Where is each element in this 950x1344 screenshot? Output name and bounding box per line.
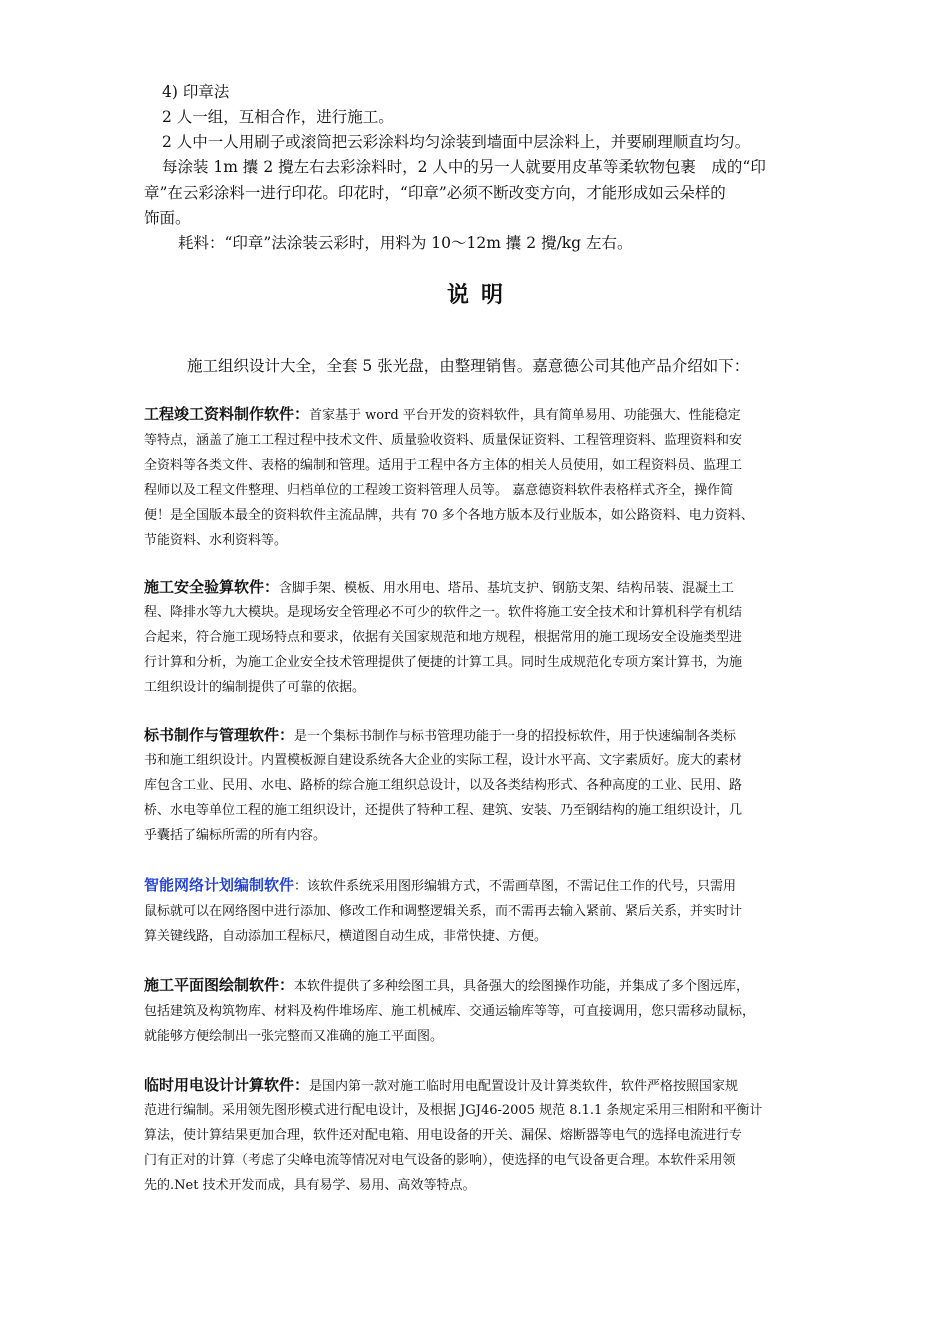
section-4-line-1: ：该软件系统采用图形编辑方式，不需画草图，不需记住工作的代号，只需用 — [294, 879, 737, 894]
section-3-line-5: 乎囊括了编标所需的所有内容。 — [144, 828, 327, 843]
section-1-line-6: 节能资料、水利资料等。 — [144, 533, 288, 548]
section-3-line-3: 库包含工业、民用、水电、路桥的综合施工组织总设计，以及各类结构形式、各种高度的工业、民用、路 — [144, 778, 743, 793]
section-2-line-2: 程、降排水等九大模块。是现场安全管理必不可少的软件之一。软件将施工安全技术和计算机科学有机结 — [144, 605, 743, 620]
section-6-line-4: 门有正对的计算（考虑了尖峰电流等情况对电气设备的影响），使选择的电气设备更合理。本软件采用领 — [144, 1153, 736, 1168]
section-1-line-1: 首家基于 word 平台开发的资料软件，具有简单易用、功能强大、性能稳定 — [309, 408, 741, 423]
section-3-heading: 标书制作与管理软件： — [144, 726, 295, 744]
section-6-line-3: 算法，使计算结果更加合理，软件还对配电箱、用电设备的开关、漏保、熔断器等电气的选择电流进行专 — [144, 1128, 743, 1143]
section-5-line-2: 包括建筑及构筑物库、材料及构件堆场库、施工机械库、交通运输库等等，可直接调用，您只需移动鼠标， — [144, 1004, 756, 1019]
top-line-5: 章”在云彩涂料一进行印花。印花时，“印章”必须不断改变方向，才能形成如云朵样的 — [144, 184, 726, 202]
top-line-2: 2 人一组，互相合作，进行施工。 — [162, 108, 394, 126]
section-5-line-1: 本软件提供了多种绘图工具，具备强大的绘图操作功能，并集成了多个图远库， — [294, 979, 750, 994]
section-4-line-2: 鼠标就可以在网络图中进行添加、修改工作和调整逻辑关系，而不需再去输入紧前、紧后关系，并实时计 — [144, 904, 743, 919]
section-5-heading: 施工平面图绘制软件： — [144, 976, 295, 994]
section-5-line-3: 就能够方便绘制出一张完整而又准确的施工平面图。 — [144, 1029, 444, 1044]
intro-text: 施工组织设计大全，全套 5 张光盘，由整理销售。嘉意德公司其他产品介绍如下： — [187, 357, 750, 375]
top-line-4: 每涂装 1m 攮 2 攪左右去彩涂料时，2 人中的另一人就要用皮革等柔软物包裹 成的“印 — [162, 158, 766, 176]
section-6-line-5: 先的.Net 技术开发而成，具有易学、易用、高效等特点。 — [144, 1178, 476, 1193]
section-6-line-1: 是国内第一款对施工临时用电配置设计及计算类软件，软件严格按照国家规 — [309, 1079, 739, 1094]
top-line-7: 耗料：“印章”法涂装云彩时，用料为 10～12m 攮 2 攪/kg 左右。 — [178, 234, 633, 252]
section-6-line-2: 范进行编制。采用领先图形模式进行配电设计，及根据 JGJ46-2005 规范 8.1.1 条规定采用三相附和平衡计 — [144, 1103, 763, 1118]
section-2-line-4: 行计算和分析，为施工企业安全技术管理提供了便捷的计算工具。同时生成规范化专项方案计算书，为施 — [144, 655, 743, 670]
top-line-1: 4) 印章法 — [162, 83, 230, 101]
section-2-line-3: 合起来，符合施工现场特点和要求，依据有关国家规范和地方规程，根据常用的施工现场安全设施类型进 — [144, 630, 743, 645]
section-1-line-2: 等特点，涵盖了施工工程过程中技术文件、质量验收资料、质量保证资料、工程管理资料、监理资料和安 — [144, 433, 743, 448]
section-1-line-3: 全资料等各类文件、表格的编制和管理。适用于工程中各方主体的相关人员使用，如工程资料员、监理工 — [144, 458, 743, 473]
section-1-heading: 工程竣工资料制作软件： — [144, 405, 310, 423]
section-1-line-4: 程师以及工程文件整理、归档单位的工程竣工资料管理人员等。 嘉意德资料软件表格样式齐全，操作简 — [144, 483, 734, 498]
top-line-3: 2 人中一人用刷子或滚筒把云彩涂料均匀涂装到墙面中层涂料上，并要刷理顺直均匀。 — [162, 133, 751, 151]
section-4-line-3: 算关键线路，自动添加工程标尺，横道图自动生成，非常快捷、方便。 — [144, 929, 548, 944]
top-line-6: 饰面。 — [144, 209, 191, 227]
section-6-heading: 临时用电设计计算软件： — [144, 1076, 310, 1094]
section-3-line-2: 书和施工组织设计。内置模板源自建设系统各大企业的实际工程，设计水平高、文字素质好。庞大的素材 — [144, 753, 743, 768]
section-2-heading: 施工安全验算软件： — [144, 578, 280, 596]
section-3-line-1: 是一个集标书制作与标书管理功能于一身的招投标软件，用于快速编制各类标 — [294, 729, 737, 744]
section-1-line-5: 便！是全国版本最全的资料软件主流品牌，共有 70 多个各地方版本及行业版本，如公路资料、电力资料、 — [144, 508, 754, 523]
page-title: 说明 — [447, 282, 516, 308]
section-2-line-1: 含脚手架、模板、用水用电、塔吊、基坑支护、钢筋支架、结构吊装、混凝土工 — [279, 581, 735, 596]
section-2-line-5: 工组织设计的编制提供了可靠的依据。 — [144, 680, 366, 695]
section-4-heading[interactable]: 智能网络计划编制软件 — [144, 876, 295, 894]
section-3-line-4: 桥、水电等单位工程的施工组织设计，还提供了特种工程、建筑、安装、乃至钢结构的施工组织设计，几 — [144, 803, 743, 818]
